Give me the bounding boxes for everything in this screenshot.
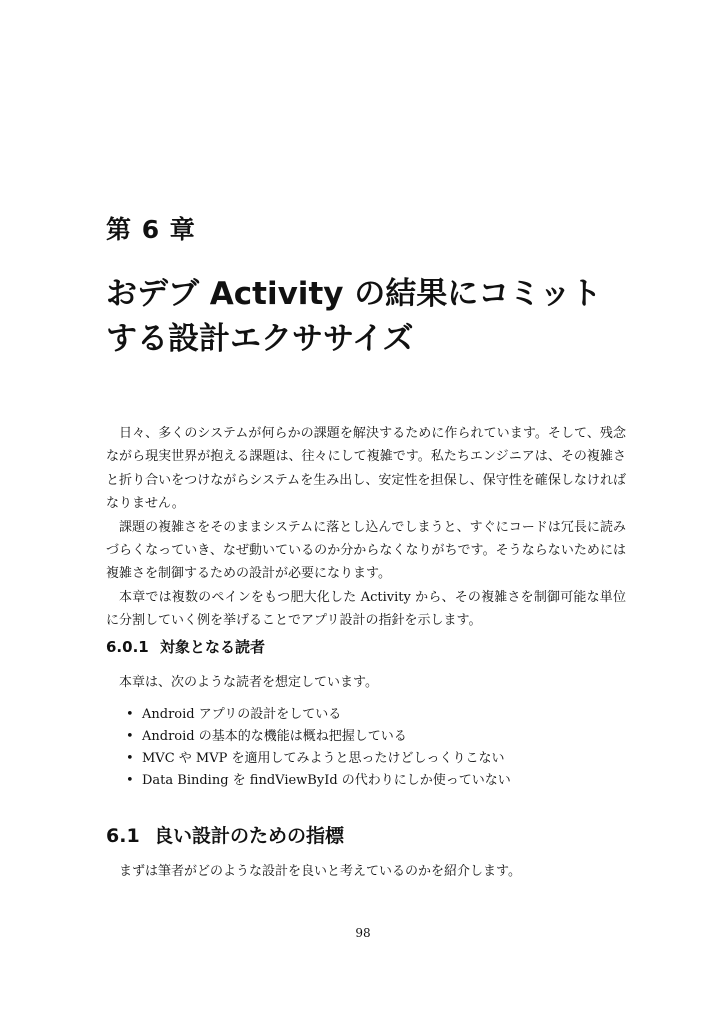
chapter-label: 第 6 章 xyxy=(106,215,196,244)
subsection-heading xyxy=(106,636,265,657)
section-number: 6.1 xyxy=(106,825,140,847)
list-item-text: MVC や MVP を適用してみようと思ったけどしっくりこない xyxy=(142,751,505,766)
chapter-title-line-1: おデブ Activity の結果にコミット xyxy=(106,276,602,312)
list-item-text: Android アプリの設計をしている xyxy=(142,707,342,722)
bullet-icon: • xyxy=(126,751,134,766)
intro-paragraph-1: 日々、多くのシステムが何らかの課題を解決するために作られています。そして、残念ながら現実世界が抱える課題は、往々にして複雑です。私たちエンジニアは、その複雑さと折り合いをつけながらシステムを生み出し、安定性を担保し、保守性を確保しなければなりません。 xyxy=(106,426,626,512)
section-heading xyxy=(106,821,344,848)
chapter-title xyxy=(106,272,646,362)
readers-intro: 本章は、次のような読者を想定しています。 xyxy=(119,675,378,690)
reader-list xyxy=(124,704,511,792)
list-item xyxy=(124,726,511,748)
bullet-icon: • xyxy=(126,773,134,788)
section-title: 良い設計のための指標 xyxy=(154,825,345,847)
page-number: 98 xyxy=(355,926,371,940)
subsection-title: 対象となる読者 xyxy=(160,638,266,656)
subsection-number: 6.0.1 xyxy=(106,638,149,656)
bullet-icon: • xyxy=(126,707,134,722)
intro-paragraph-3: 本章では複数のペインをもつ肥大化した Activity から、その複雑さを制御可能な単位に分割していく例を挙げることでアプリ設計の指針を示します。 xyxy=(106,589,626,629)
list-item-text: Android の基本的な機能は概ね把握している xyxy=(142,729,407,744)
chapter-title-line-2: する設計エクササイズ xyxy=(106,321,414,357)
intro-paragraph-2: 課題の複雑さをそのままシステムに落とし込んでしまうと、すぐにコードは冗長に読みづらくなっていき、なぜ動いているのか分からなくなりがちです。そうならないためには複雑さを制御するための設計が必要になります。 xyxy=(106,519,626,582)
list-item xyxy=(124,704,511,726)
list-item xyxy=(124,748,511,770)
list-item xyxy=(124,770,511,792)
intro-text xyxy=(106,422,626,633)
bullet-icon: • xyxy=(126,729,134,744)
list-item-text: Data Binding を findViewById の代わりにしか使っていない xyxy=(142,773,511,788)
section-intro: まずは筆者がどのような設計を良いと考えているのかを紹介します。 xyxy=(119,864,521,879)
